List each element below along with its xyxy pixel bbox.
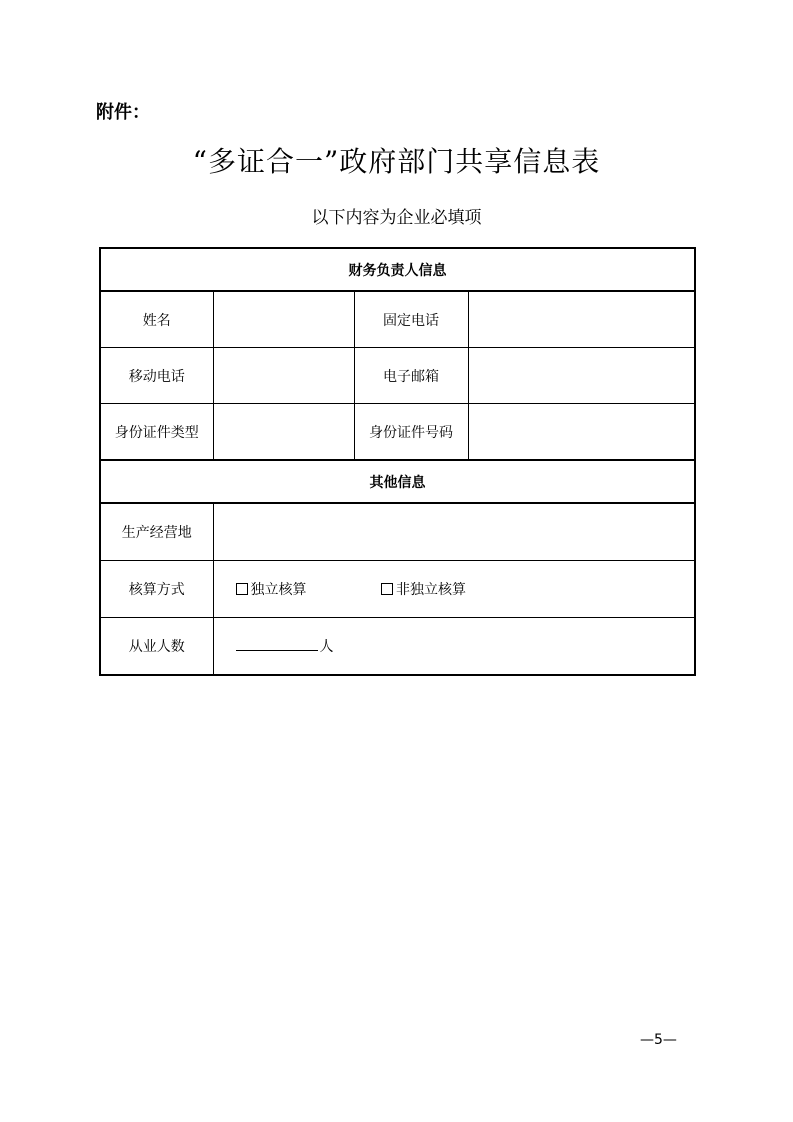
field-input-email[interactable]: [468, 348, 695, 404]
field-input-mobile[interactable]: [213, 348, 354, 404]
field-label-landline: 固定电话: [354, 291, 468, 348]
attachment-label: 附件：: [96, 102, 150, 123]
option-independent-accounting[interactable]: [236, 579, 307, 599]
employees-unit: 人: [319, 639, 334, 655]
field-label-email: 电子邮箱: [354, 348, 468, 404]
page-number: —5—: [640, 1032, 677, 1048]
field-label-id-number: 身份证件号码: [354, 404, 468, 461]
field-input-id-number[interactable]: [468, 404, 695, 461]
field-input-business-address[interactable]: [213, 503, 695, 561]
option-non-independent-accounting[interactable]: [381, 579, 466, 599]
section-heading-finance: 财务负责人信息: [100, 248, 695, 291]
field-label-id-type: 身份证件类型: [100, 404, 213, 461]
field-label-business-address: 生产经营地: [100, 503, 213, 561]
checkbox-icon[interactable]: [381, 583, 393, 595]
option-label-non-independent: 非独立核算: [395, 582, 466, 598]
field-label-employees: 从业人数: [100, 618, 213, 676]
shared-info-form: [99, 247, 696, 676]
field-label-accounting: 核算方式: [100, 561, 213, 618]
field-input-name[interactable]: [213, 291, 354, 348]
checkbox-icon[interactable]: [236, 583, 248, 595]
accounting-options: [213, 561, 695, 618]
employees-cell: [213, 618, 695, 676]
page-title: “多证合一”政府部门共享信息表: [192, 145, 601, 178]
field-input-id-type[interactable]: [213, 404, 354, 461]
field-label-name: 姓名: [100, 291, 213, 348]
field-input-landline[interactable]: [468, 291, 695, 348]
field-input-employees[interactable]: [236, 636, 318, 651]
field-label-mobile: 移动电话: [100, 348, 213, 404]
option-label-independent: 独立核算: [250, 582, 307, 598]
page-subtitle: 以下内容为企业必填项: [311, 208, 482, 228]
section-heading-other: 其他信息: [100, 460, 695, 503]
